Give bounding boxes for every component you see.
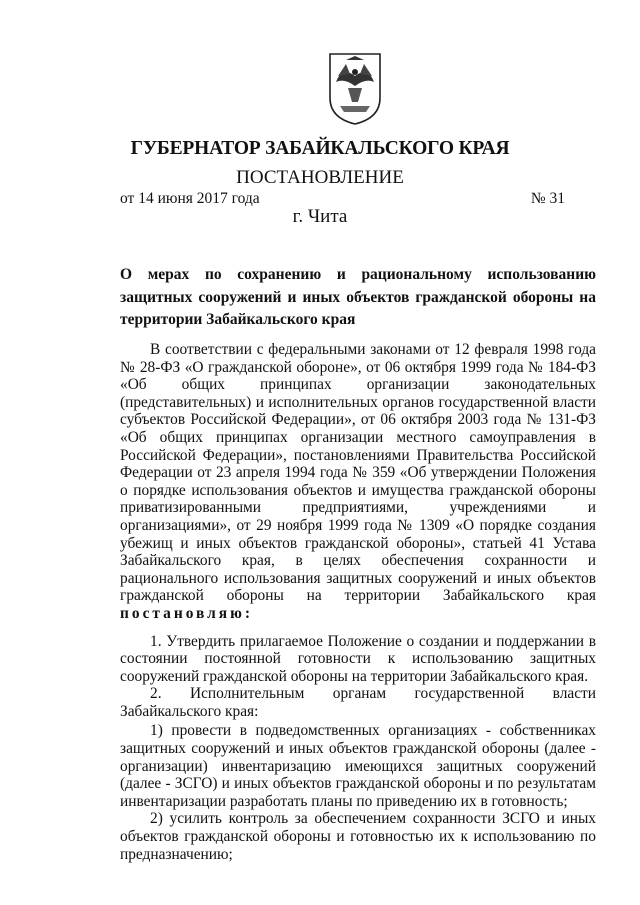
document-heading: О мерах по сохранению и рациональному использованию защитных сооружений и иных объектов гражданской обороны на территории Забайкальского края xyxy=(120,266,596,328)
document-number: № 31 xyxy=(530,190,565,207)
intro-paragraph xyxy=(120,341,596,623)
item-2-1: 1) провести в подведомственных организациях - собственниках защитных сооружений и иных объектов гражданской обороны (далее - организации) инвентаризацию имеющихся защитных сооружений (далее - ЗСГО) и иных объектов гражданской обороны и по результатам инвентаризации разработать планы по приведению их в готовность; xyxy=(120,722,596,810)
governor-title: ГУБЕРНАТОР ЗАБАЙКАЛЬСКОГО КРАЯ xyxy=(130,138,510,159)
coat-of-arms-emblem xyxy=(326,52,384,126)
document-type: ПОСТАНОВЛЕНИЕ xyxy=(236,167,404,188)
item-2: 2. Исполнительным органам государственной власти Забайкальского края: xyxy=(120,685,596,720)
document-date: от 14 июня 2017 года xyxy=(120,190,260,207)
decree-word: постановляю: xyxy=(120,604,253,622)
intro-text: В соответствии с федеральными законами от 12 февраля 1998 года № 28-ФЗ «О гражданской обороне», от 06 октября 1999 года № 184-ФЗ «Об общих принципах организации законодательных (представительных) и исполнительных органов государственной власти субъектов Российской Федерации», от 06 октября 2003 года № 131-ФЗ «Об общих принципах организации местного самоуправления в Российской Федерации», постановлениями Правительства Российской Федерации от 23 апреля 1994 года № 359 «Об утверждении Положения о порядке использования объектов и имущества гражданской обороны приватизированными предприятиями, учреждениями и организациями», от 29 ноября 1999 года № 1309 «О порядке создания убежищ и иных объектов гражданской обороны», статьей 41 Устава Забайкальского края, в целях обеспечения сохранности и рационального использования защитных сооружений и иных объектов гражданской обороны на территории Забайкальского края xyxy=(120,341,596,605)
item-1: 1. Утвердить прилагаемое Положение о создании и поддержании в состоянии постоянной готовности к использованию защитных сооружений гражданской обороны на территории Забайкальского края. xyxy=(120,632,596,685)
item-2-2: 2) усилить контроль за обеспечением сохранности ЗСГО и иных объектов гражданской обороны и готовностью их к использованию по предназначению; xyxy=(120,810,596,863)
document-body xyxy=(120,341,596,863)
document-city: г. Чита xyxy=(292,206,348,227)
